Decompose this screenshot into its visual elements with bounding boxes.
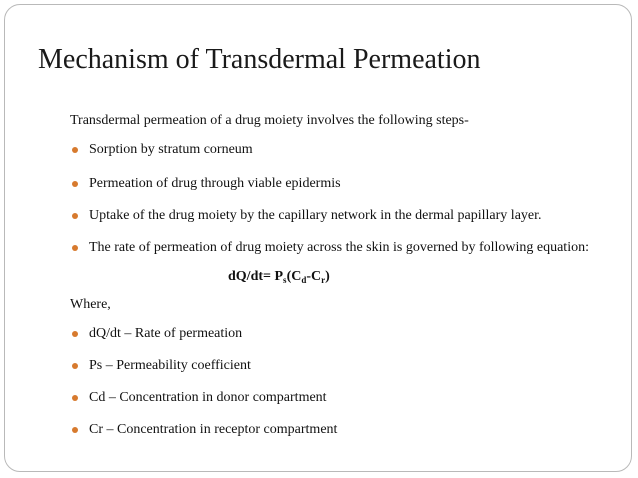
- bullet-icon: [72, 395, 78, 401]
- step-item: The rate of permeation of drug moiety across the skin is governed by following equation:: [89, 240, 589, 255]
- intro-text: Transdermal permeation of a drug moiety involves the following steps-: [70, 113, 469, 128]
- permeation-equation: $dQ/dt= P_s(C_d-C_r)$: [228, 269, 330, 285]
- step-item: Sorption by stratum corneum: [89, 142, 253, 157]
- bullet-icon: [72, 331, 78, 337]
- definition-item: dQ/dt – Rate of permeation: [89, 326, 243, 341]
- bullet-icon: [72, 427, 78, 433]
- bullet-icon: [72, 245, 78, 251]
- step-item: Uptake of the drug moiety by the capillary network in the dermal papillary layer.: [89, 208, 542, 223]
- definition-item: Cd – Concentration in donor compartment: [89, 390, 327, 405]
- bullet-icon: [72, 147, 78, 153]
- slide-title: Mechanism of Transdermal Permeation: [38, 44, 481, 75]
- bullet-icon: [72, 213, 78, 219]
- definition-item: Cr – Concentration in receptor compartment: [89, 422, 338, 437]
- bullet-icon: [72, 363, 78, 369]
- definition-item: Ps – Permeability coefficient: [89, 358, 251, 373]
- where-label: Where,: [70, 297, 111, 312]
- bullet-icon: [72, 181, 78, 187]
- step-item: Permeation of drug through viable epidermis: [89, 176, 341, 191]
